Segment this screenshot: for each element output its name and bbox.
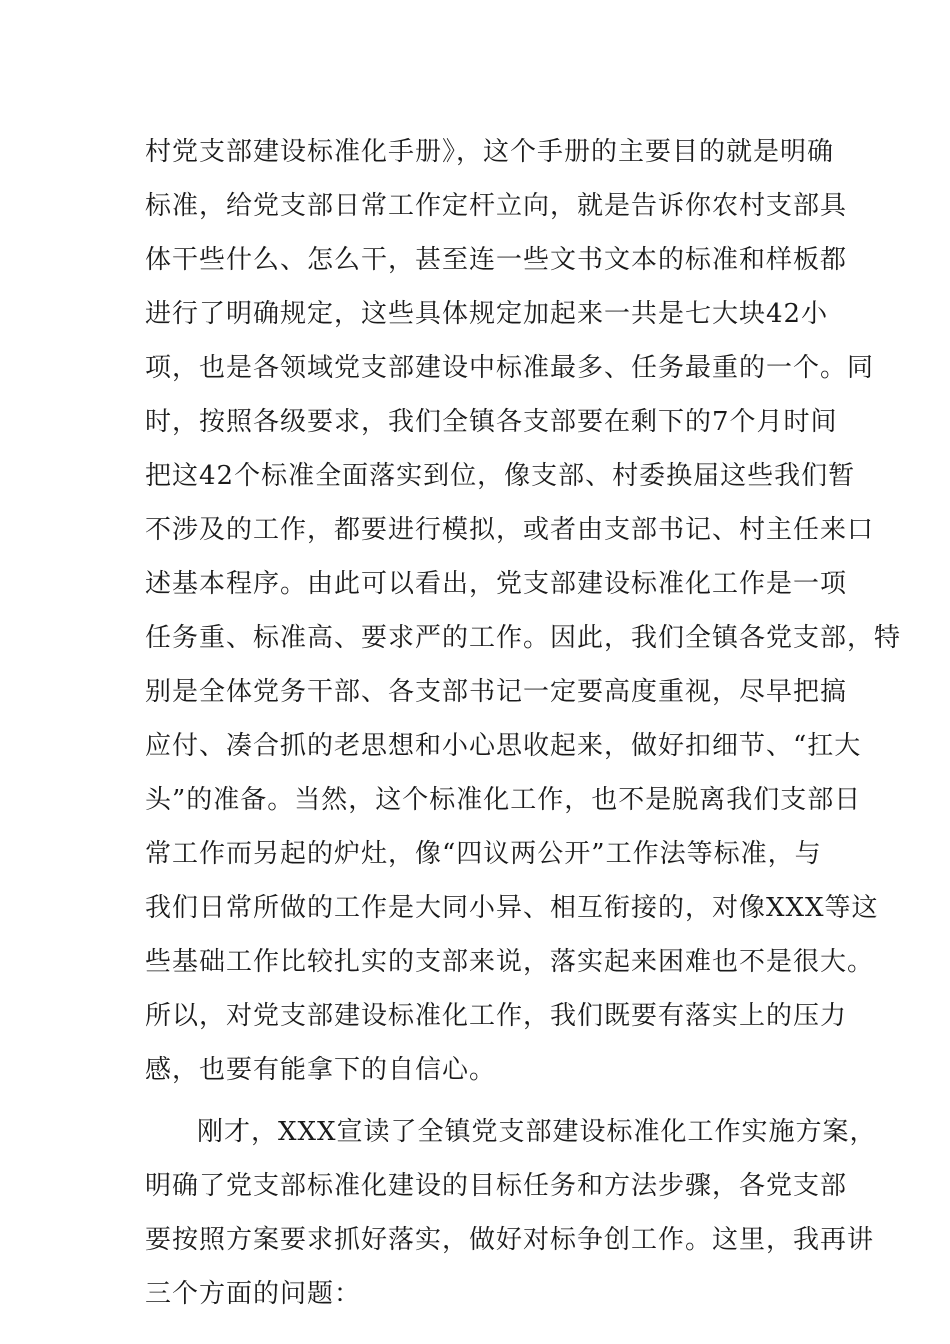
text-line: 述基本程序。由此可以看出，党支部建设标准化工作是一项 bbox=[145, 569, 848, 599]
text-line: 明确了党支部标准化建设的目标任务和方法步骤，各党支部 bbox=[145, 1171, 848, 1201]
text-line: 不涉及的工作，都要进行模拟，或者由支部书记、村主任来口 bbox=[145, 515, 875, 545]
document-body bbox=[145, 125, 902, 1321]
paragraph-gap bbox=[145, 1097, 825, 1105]
text-line: 体干些什么、怎么干，甚至连一些文书文本的标准和样板都 bbox=[145, 245, 848, 275]
text-line: 项，也是各领域党支部建设中标准最多、任务最重的一个。同 bbox=[145, 353, 875, 383]
text-line: 时，按照各级要求，我们全镇各支部要在剩下的7个月时间 bbox=[145, 407, 838, 437]
text-line: 任务重、标准高、要求严的工作。因此，我们全镇各党支部，特 bbox=[145, 623, 902, 653]
text-line: 刚才，XXX宣读了全镇党支部建设标准化工作实施方案， bbox=[197, 1117, 877, 1147]
text-line: 别是全体党务干部、各支部书记一定要高度重视，尽早把搞 bbox=[145, 677, 848, 707]
text-line: 我们日常所做的工作是大同小异、相互衔接的，对像XXX等这 bbox=[145, 893, 879, 923]
paragraph-1 bbox=[145, 125, 902, 1097]
text-line: 把这42个标准全面落实到位，像支部、村委换届这些我们暂 bbox=[145, 461, 856, 491]
text-line: 些基础工作比较扎实的支部来说，落实起来困难也不是很大。 bbox=[145, 947, 875, 977]
text-line: 头”的准备。当然，这个标准化工作，也不是脱离我们支部日 bbox=[145, 785, 862, 815]
text-line: 标准，给党支部日常工作定杆立向，就是告诉你农村支部具 bbox=[145, 191, 848, 221]
text-line: 村党支部建设标准化手册》，这个手册的主要目的就是明确 bbox=[145, 137, 835, 167]
text-line: 所以，对党支部建设标准化工作，我们既要有落实上的压力 bbox=[145, 1001, 848, 1031]
text-line: 三个方面的问题： bbox=[145, 1279, 362, 1309]
text-line: 感，也要有能拿下的自信心。 bbox=[145, 1055, 497, 1085]
text-line: 常工作而另起的炉灶，像“四议两公开”工作法等标准，与 bbox=[145, 839, 822, 869]
paragraph-2 bbox=[145, 1105, 877, 1321]
text-line: 要按照方案要求抓好落实，做好对标争创工作。这里，我再讲 bbox=[145, 1225, 875, 1255]
text-line: 进行了明确规定，这些具体规定加起来一共是七大块42小 bbox=[145, 299, 829, 329]
text-line: 应付、凑合抓的老思想和小心思收起来，做好扣细节、“扛大 bbox=[145, 731, 862, 761]
